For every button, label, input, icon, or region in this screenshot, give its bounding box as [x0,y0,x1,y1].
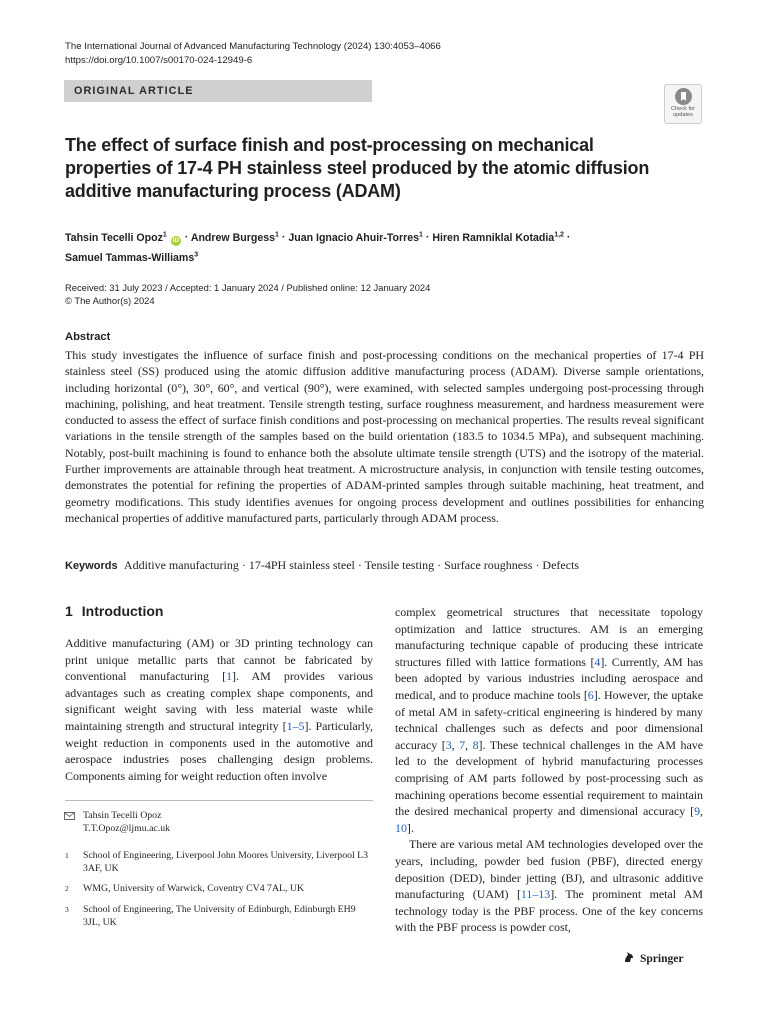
author-1[interactable] [65,232,182,244]
springer-horse-icon [622,950,636,967]
footnotes [65,810,375,929]
text-run: ]. Currently, AM has been adopted by various industries including aerospace and medical, and to produce machine tools [ [395,654,703,702]
citation-link[interactable]: 4 [594,654,601,669]
author-5[interactable] [65,252,198,264]
right-column [395,604,703,936]
affiliation-3 [65,904,375,929]
section-heading [65,603,163,619]
check-badge-line2: updates [673,112,693,118]
author-affiliation-mark: 1 [419,231,423,238]
footnote-divider [65,800,373,801]
section-number: 1 [65,603,73,619]
keywords [65,557,705,574]
paper-title: The effect of surface finish and post-processing on mechanical properties of 17-4 PH stainless steel produced by the atomic diffusion additive manufacturing process (ADAM) [65,135,650,201]
corresponding-author [65,810,375,835]
citation-link[interactable]: 1–5 [286,718,305,733]
author-affiliation-mark: 1 [275,231,279,238]
author-separator: · [563,231,571,244]
keywords-list: Additive manufacturing · 17-4PH stainless steel · Tensile testing · Surface roughness · Defects [123,558,580,572]
text-run: Additive manufacturing (AM) or 3D printing technology can print unique metallic parts that cannot be fabricated by conventional manufacturing [ [65,636,373,684]
section-title: Introduction [81,603,164,619]
bookmark-icon [675,88,692,105]
publisher-name: Springer [640,952,684,965]
affiliation-mark: 1 [65,851,69,861]
corresponding-name: Tahsin Tecelli Opoz [83,810,162,821]
affiliation-1 [65,850,375,875]
author-affiliation-mark: 3 [194,251,199,259]
author-name: Andrew Burgess [190,231,275,244]
text-run: ]. These technical challenges in the AM have led to the development of hybrid manufacturing processes comprising of AM parts followed by post-processing such as machining operations become essential requirement to maintain the desired mechanical property and dimensional accuracy [ [395,737,704,819]
doi-link[interactable]: https://doi.org/10.1007/s00170-024-12949-6 [65,55,253,66]
history-dates: Received: 31 July 2023 / Accepted: 1 January 2024 / Published online: 12 January 2024 [65,282,431,293]
check-for-updates-badge[interactable] [664,84,702,124]
envelope-icon [64,812,75,825]
text-run: complex geometrical structures that necessitate topology optimization and lattice structures. AM is an emerging manufacturing technique capable of producing these intricate structures filled with lattice formations [ [395,605,703,669]
author-separator: · [181,231,191,244]
citation-link[interactable]: 8 [472,737,479,752]
journal-citation: The International Journal of Advanced Manufacturing Technology (2024) 130:4053–4066 [65,41,441,52]
affiliation-text: School of Engineering, The University of Edinburgh, Edinburgh EH9 3JL, UK [83,903,356,928]
author-2[interactable] [191,232,279,244]
citation-link[interactable]: 3 [445,737,452,752]
paragraph: complex geometrical structures that necessitate topology optimization and lattice structures. AM is an emerging manufacturing technique capable of producing these intricate structures filled with lattice formations [4]. Currently, AM has been adopted by various industries including aerospace and medical, and to produce machine tools [6]. However, the uptake of metal AM in safety-critical engineering is hindered by many technical challenges such as defects and poor dimensional accuracy [3, 7, 8]. These technical challenges in the AM have led to the development of hybrid manufacturing processes comprising of AM parts followed by post-processing such as machining operations become essential requirement to maintain the desired mechanical property and dimensional accuracy [9, 10]. [395,605,704,835]
author-name: Hiren Ramniklal Kotadia [432,231,555,244]
author-4[interactable] [432,232,564,244]
affiliation-text: School of Engineering, Liverpool John Moores University, Liverpool L3 3AF, UK [83,850,369,874]
author-affiliation-mark: 1,2 [554,231,564,238]
article-type-band [64,80,372,102]
author-list [65,226,705,267]
citation-link[interactable]: 10 [395,820,407,835]
citation-link[interactable]: 11–13 [520,887,551,902]
keywords-heading: Keywords [65,560,118,572]
citation-link[interactable]: 7 [459,737,466,752]
corresponding-email[interactable]: T.T.Opoz@ljmu.ac.uk [83,822,171,834]
citation-link[interactable]: 9 [694,804,701,819]
check-badge-line1: Check for [671,106,695,112]
affiliation-text: WMG, University of Warwick, Coventry CV4 7AL, UK [83,883,305,895]
affiliation-mark: 3 [65,904,69,914]
paragraph [395,836,703,936]
text-run: ]. Particularly, weight reduction in components used in the automotive and aerospace industries poses challenging design problems. Components aiming for weight reduction often involve [65,718,373,783]
orcid-icon[interactable]: iD [172,236,180,244]
text-run: ]. The prominent metal AM technology today is the PBF process. One of the key concerns with the PBF process is powder cost, [395,887,703,935]
article-type-label: ORIGINAL ARTICLE [74,85,194,97]
citation-link[interactable]: 6 [587,687,594,702]
text-run: ]. However, the uptake of metal AM in safety-critical engineering is hindered by many technical challenges such as defects and poor dimensional accuracy [ [395,687,704,752]
affiliation-mark: 2 [65,884,69,894]
copyright-line: © The Author(s) 2024 [65,295,155,306]
author-name: Samuel Tammas-Williams [65,252,195,265]
abstract-text: This study investigates the influence of surface finish and post-processing conditions on the mechanical properties of 17-4 PH stainless steel (SS) produced using the atomic diffusion additive manufacturing process (ADAM). Diverse sample orientations, including horizontal (0°), 30°, 60°, and vertical (90°), were examined, with selected samples undergoing post-processing through machining, polishing, and heat treatment. Tensile strength testing, surface roughness measurement, and hardness measurement were conducted to assess the effect of surface finish conditions and post-processing on mechanical properties. The results reveal significant variations in the tensile strength of the samples based on the build orientation (183.5 to 1034.5 MPa), and subsequent machining. Notably, post-built machining is found to enhance both the absolute ultimate tensile strength (UTS) and the isotropy of the material. Further improvements are attainable through heat treatment. A microstructure analysis, in conjunction with tensile testing outcomes, demonstrates the potential for refining the properties of ADAM-printed samples through suitable machining, heat treatment, and geometry modifications. This study identifies avenues for ongoing process development and outlines possibilities for enhancing mechanical properties of additive manufactured parts, particularly through ADAM process. [65,348,704,525]
left-column [65,635,373,784]
text-run: ]. AM provides various advantages such as creating complex shape components, and significant weight saving with less material waste while maintaining strength and structural integrity [ [65,669,373,733]
author-separator: · [422,231,433,244]
author-name: Tahsin Tecelli Opoz [65,231,163,244]
publication-dates [65,281,430,307]
text-run: ]. [406,820,414,835]
publisher-logo [622,950,683,967]
author-affiliation-mark: 1 [162,231,167,238]
abstract-heading: Abstract [65,331,111,343]
text-run: There are various metal AM technologies developed over the years, including, powder bed fusion (PBF), directed energy deposition (DED), binder jetting (BJ), and ultrasonic additive manufacturing (UAM) [ [395,837,703,902]
affiliation-2 [65,883,375,896]
author-separator: · [278,231,289,244]
author-3[interactable] [288,232,423,244]
citation-link[interactable]: 1 [226,669,233,684]
author-name: Juan Ignacio Ahuir-Torres [288,231,420,244]
paragraph [65,635,373,784]
